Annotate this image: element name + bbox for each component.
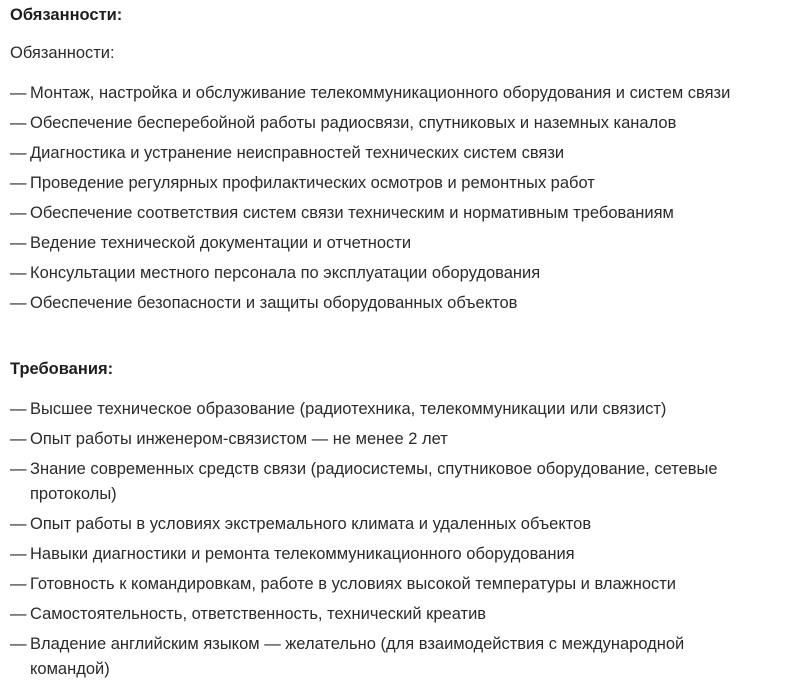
dash-bullet: — bbox=[10, 605, 27, 623]
duties-heading: Обязанности: bbox=[10, 6, 123, 24]
list-item-text: Опыт работы в условиях экстремального климата и удаленных объектов bbox=[30, 515, 592, 533]
dash-bullet: — bbox=[10, 575, 27, 593]
dash-bullet: — bbox=[10, 430, 27, 448]
dash-bullet: — bbox=[10, 635, 27, 653]
list-item bbox=[10, 427, 750, 452]
list-item-text: Опыт работы инженером-связистом — не менее 2 лет bbox=[30, 430, 448, 448]
dash-bullet: — bbox=[10, 84, 27, 102]
list-item bbox=[10, 602, 750, 627]
list-item bbox=[10, 572, 750, 597]
list-item bbox=[10, 171, 750, 196]
list-item bbox=[10, 141, 750, 166]
duties-list bbox=[10, 81, 750, 321]
list-item-text: Обеспечение соответствия систем связи техническим и нормативным требованиям bbox=[30, 204, 674, 222]
list-item bbox=[10, 632, 750, 682]
dash-bullet: — bbox=[10, 174, 27, 192]
dash-bullet: — bbox=[10, 264, 27, 282]
duties-intro: Обязанности: bbox=[10, 44, 115, 62]
list-item-text: Обеспечение безопасности и защиты оборудованных объектов bbox=[30, 294, 518, 312]
dash-bullet: — bbox=[10, 400, 27, 418]
list-item-text: Знание современных средств связи (радиосистемы, спутниковое оборудование, сетевые протоколы) bbox=[30, 460, 718, 503]
list-item-text: Консультации местного персонала по эксплуатации оборудования bbox=[30, 264, 541, 282]
dash-bullet: — bbox=[10, 114, 27, 132]
list-item-text: Монтаж, настройка и обслуживание телекоммуникационного оборудования и систем связи bbox=[30, 84, 731, 102]
dash-bullet: — bbox=[10, 234, 27, 252]
list-item bbox=[10, 397, 750, 422]
list-item-text: Ведение технической документации и отчетности bbox=[30, 234, 412, 252]
list-item bbox=[10, 111, 750, 136]
list-item-text: Готовность к командировкам, работе в условиях высокой температуры и влажности bbox=[30, 575, 677, 593]
list-item-text: Высшее техническое образование (радиотехника, телекоммуникации или связист) bbox=[30, 400, 667, 418]
dash-bullet: — bbox=[10, 460, 27, 478]
list-item bbox=[10, 291, 750, 316]
requirements-heading: Требования: bbox=[10, 360, 114, 378]
list-item bbox=[10, 231, 750, 256]
list-item bbox=[10, 512, 750, 537]
list-item bbox=[10, 261, 750, 286]
list-item-text: Обеспечение бесперебойной работы радиосвязи, спутниковых и наземных каналов bbox=[30, 114, 677, 132]
list-item-text: Владение английским языком — желательно (для взаимодействия с международной командой) bbox=[30, 635, 685, 678]
list-item bbox=[10, 457, 750, 507]
dash-bullet: — bbox=[10, 545, 27, 563]
list-item-text: Самостоятельность, ответственность, технический креатив bbox=[30, 605, 487, 623]
list-item bbox=[10, 201, 750, 226]
list-item-text: Навыки диагностики и ремонта телекоммуникационного оборудования bbox=[30, 545, 575, 563]
list-item-text: Диагностика и устранение неисправностей технических систем связи bbox=[30, 144, 565, 162]
list-item-text: Проведение регулярных профилактических осмотров и ремонтных работ bbox=[30, 174, 595, 192]
list-item bbox=[10, 81, 750, 106]
dash-bullet: — bbox=[10, 294, 27, 312]
dash-bullet: — bbox=[10, 204, 27, 222]
list-item bbox=[10, 542, 750, 567]
dash-bullet: — bbox=[10, 515, 27, 533]
requirements-list bbox=[10, 397, 750, 687]
dash-bullet: — bbox=[10, 144, 27, 162]
